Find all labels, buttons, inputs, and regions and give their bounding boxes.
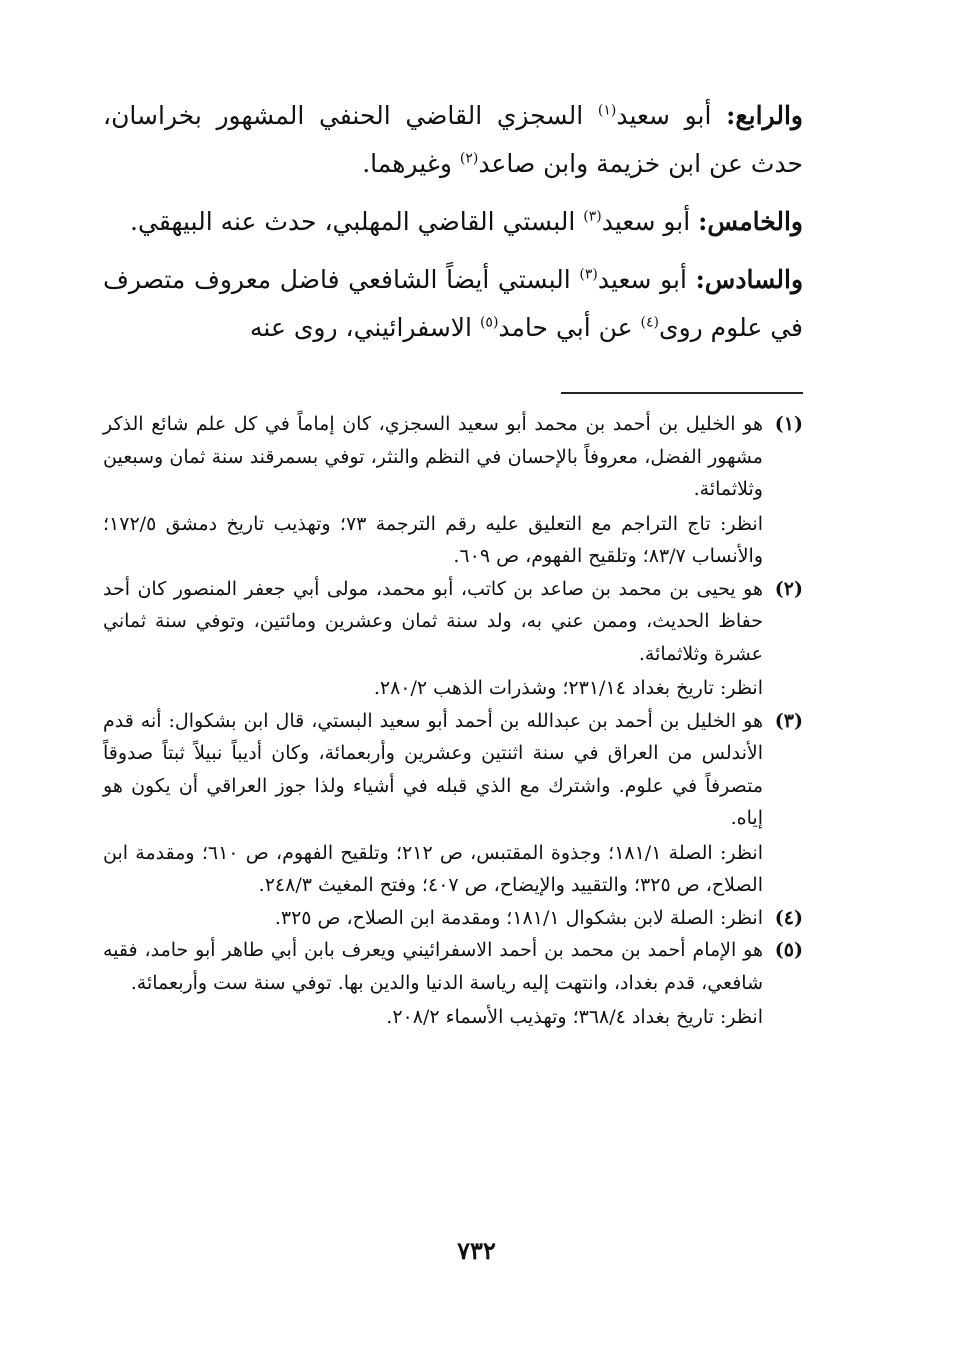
footnote-separator xyxy=(561,392,803,394)
paragraph-lead: والخامس: xyxy=(698,207,803,236)
paragraph-lead: والرابع: xyxy=(726,101,803,130)
footnote-text: هو الخليل بن أحمد بن محمد أبو سعيد السجزي، كان إماماً في كل علم شائع الذكر مشهور الفضل، معروفاً بالإحسان في النظم والنثر، توفي بسمرقند سنة ثمان وسبعين وثلاثمائة. xyxy=(103,413,763,500)
footnote-marker: (٢) xyxy=(459,150,479,167)
footnote-1 xyxy=(103,408,803,573)
footnote-4 xyxy=(103,902,803,935)
footnote-reference: انظر: تاج التراجم مع التعليق عليه رقم الترجمة ٧٣؛ وتهذيب تاريخ دمشق ١٧٢/٥؛ والأنساب ٨٣/٧؛ وتلقيح الفهوم، ص ٦٠٩. xyxy=(103,512,763,567)
paragraph-lead: والسادس: xyxy=(695,265,804,294)
footnote-reference: انظر: الصلة ١٨١/١؛ وجذوة المقتبس، ص ٢١٢؛ وتلقيح الفهوم، ص ٦١٠؛ ومقدمة ابن الصلاح، ص ٣٢٥؛ والتقييد والإيضاح، ص ٤٠٧؛ وفتح المغيث ٢٤٨/٣. xyxy=(103,841,763,896)
footnote-number: (٤) xyxy=(774,906,803,929)
footnote-2 xyxy=(103,573,803,705)
footnote-marker: (٣) xyxy=(579,266,598,283)
footnotes xyxy=(103,408,803,1034)
footnote-number: (٢) xyxy=(774,577,803,600)
footnote-3 xyxy=(103,705,803,902)
footnote-text: هو الخليل بن أحمد بن عبدالله بن أحمد أبو سعيد البستي، قال ابن بشكوال: أنه قدم الأندلس من العراق في سنة اثنتين وعشرين وأربعمائة، وكان أديباً نبيلاً ثبتاً صدوقاً متصرفاً في علوم. واشترك مع الذي قبله في أشياء ولذا جوز العراقي أن يكون هو إياه. xyxy=(103,709,763,829)
footnote-text: هو يحيى بن محمد بن صاعد بن كاتب، أبو محمد، مولى أبي جعفر المنصور كان أحد حفاظ الحديث، وممن عني به، ولد سنة ثمان وعشرين ومائتين، وتوفي سنة ثماني عشرة وثلاثمائة. xyxy=(103,577,763,665)
footnote-number: (٣) xyxy=(774,709,803,732)
footnote-marker: (٤) xyxy=(640,314,660,331)
footnote-reference: انظر: تاريخ بغداد ٣٦٨/٤؛ وتهذيب الأسماء ٢٠٨/٢. xyxy=(386,1006,763,1028)
page-number: ٧٣٢ xyxy=(457,1236,496,1265)
footnote-reference: انظر: تاريخ بغداد ٢٣١/١٤؛ وشذرات الذهب ٢٨٠/٢. xyxy=(373,677,763,699)
footnote-marker: (٣) xyxy=(583,208,602,225)
paragraph-sixth: والسادس: أبو سعيد$^{(٣)}$ البستي أيضاً الشافعي فاضل معروف متصرف في علوم روى$^{(٤)}$ عن أبي حامد$^{(٥)}$ الاسفرائيني، روى عنه xyxy=(103,265,804,342)
footnote-number: (١) xyxy=(774,413,803,435)
footnote-marker: (١) xyxy=(597,102,617,119)
footnote-text: انظر: الصلة لابن بشكوال ١٨١/١؛ ومقدمة ابن الصلاح، ص ٣٢٥. xyxy=(274,906,763,929)
main-text xyxy=(103,92,803,362)
footnote-5 xyxy=(103,934,803,1034)
footnote-text: هو الإمام أحمد بن محمد بن أحمد الاسفرائيني ويعرف بابن أبي طاهر أبو حامد، فقيه شافعي، قدم بغداد، وانتهت إليه رياسة الدنيا والدين بها. توفي سنة ست وأربعمائة. xyxy=(103,939,763,994)
footnote-number: (٥) xyxy=(774,939,803,961)
footnote-marker: (٥) xyxy=(479,314,499,331)
paragraph-fourth: والرابع: أبو سعيد$^{(١)}$ السجزي القاضي الحنفي المشهور بخراسان، حدث عن ابن خزيمة وابن صاعد$^{(٢)}$ وغيرهما. xyxy=(103,101,803,178)
paragraph-fifth: والخامس: أبو سعيد$^{(٣)}$ البستي القاضي المهلبي، حدث عنه البيهقي. xyxy=(130,207,803,236)
